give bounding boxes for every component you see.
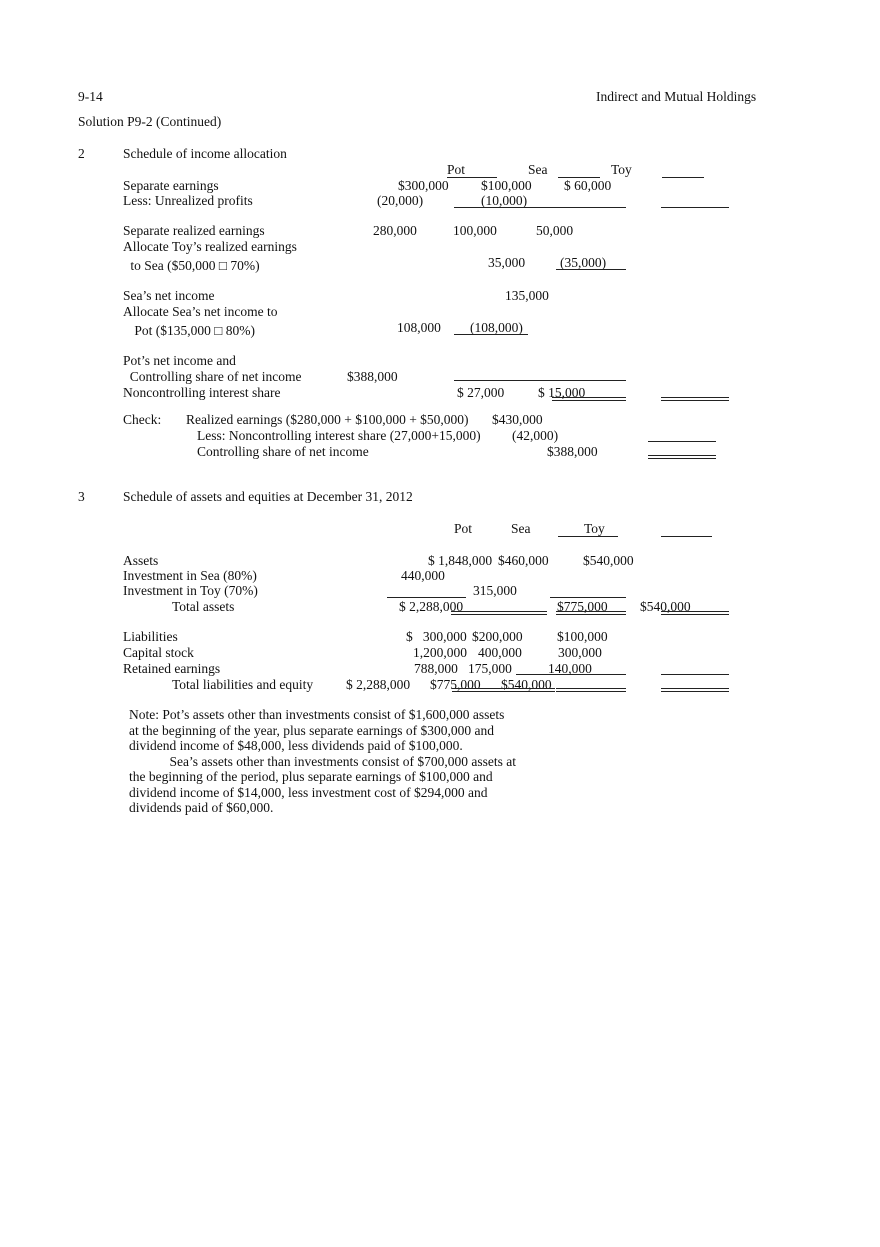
chapter-title: Indirect and Mutual Holdings <box>596 89 757 104</box>
cell-sea: 135,000 <box>505 288 549 303</box>
col-header-sea: Sea <box>511 521 531 536</box>
cell-sea: $ 27,000 <box>457 385 505 400</box>
note <box>129 707 569 816</box>
row-label: Capital stock <box>123 645 194 660</box>
part3-number: 3 <box>78 489 85 504</box>
row-label: Investment in Sea (80%) <box>123 568 257 583</box>
col-header-sea: Sea <box>528 162 548 177</box>
cell-sea: $775,000 <box>557 599 608 614</box>
check-line: Controlling share of net income <box>197 444 369 459</box>
cell-sea: (10,000) <box>481 193 528 208</box>
double-underline <box>556 611 626 615</box>
cell-pot: 280,000 <box>373 223 417 238</box>
cell-sea: 175,000 <box>468 661 512 676</box>
cell-sea: $775,000 <box>430 677 481 692</box>
cell-pot: $ 2,288,000 <box>346 677 411 692</box>
check-line: Less: Noncontrolling interest share (27,000+15,000) <box>197 428 481 443</box>
cell-toy: $540,000 <box>501 677 552 692</box>
underline <box>556 269 626 270</box>
cell-pot: $ 2,288,000 <box>399 599 464 614</box>
part2-title: Schedule of income allocation <box>123 146 287 161</box>
row-label: Assets <box>123 553 159 568</box>
cell-sea: 35,000 <box>488 255 526 270</box>
cell-sea: $460,000 <box>498 553 549 568</box>
check-value: $430,000 <box>492 412 543 427</box>
double-underline <box>661 611 729 615</box>
note-line: dividend income of $14,000, less investment cost of $294,000 and <box>129 784 488 800</box>
cell-toy: 140,000 <box>548 661 592 676</box>
double-underline <box>556 688 626 692</box>
check-label: Check: <box>123 412 162 427</box>
col-header-toy: Toy <box>584 521 605 536</box>
double-underline <box>452 688 555 692</box>
underline <box>661 207 729 208</box>
check-value: (42,000) <box>512 428 559 443</box>
part2-number: 2 <box>78 146 85 161</box>
cell-sea: 315,000 <box>473 583 517 598</box>
double-underline <box>661 688 729 692</box>
cell-toy: (35,000) <box>560 255 607 270</box>
underline <box>648 441 716 442</box>
row-label: Allocate Toy’s realized earnings <box>123 239 297 254</box>
underline <box>516 674 626 675</box>
part3-title: Schedule of assets and equities at December 31, 2012 <box>123 489 413 504</box>
cell-toy: 50,000 <box>536 223 574 238</box>
row-label: Separate realized earnings <box>123 223 265 238</box>
col-header-pot: Pot <box>454 521 473 536</box>
col-header-underline <box>558 536 618 537</box>
cell-pot: 788,000 <box>414 661 458 676</box>
page-number: 9-14 <box>78 89 103 104</box>
underline <box>387 597 466 598</box>
cell-sea: $100,000 <box>481 178 532 193</box>
row-label: Total liabilities and equity <box>172 677 314 692</box>
row-label: Less: Unrealized profits <box>123 193 253 208</box>
col-header-underline <box>662 177 704 178</box>
underline <box>661 674 729 675</box>
row-label: Pot’s net income and <box>123 353 236 368</box>
row-label: Controlling share of net income <box>123 369 302 384</box>
note-line: the beginning of the period, plus separate earnings of $100,000 and <box>129 769 493 784</box>
double-underline <box>648 455 716 459</box>
underline <box>550 597 626 598</box>
cell-pot: $ 300,000 <box>406 629 467 644</box>
cell-sea: $200,000 <box>472 629 523 644</box>
cell-pot: $ 1,848,000 <box>428 553 493 568</box>
solution-title: Solution P9-2 (Continued) <box>78 114 222 129</box>
cell-pot: (20,000) <box>377 193 424 208</box>
row-label: Sea’s net income <box>123 288 215 303</box>
note-line: at the beginning of the year, plus separate earnings of $300,000 and <box>129 722 494 738</box>
row-label: to Sea ($50,000 □ 70%) <box>127 258 260 273</box>
cell-toy: $ 15,000 <box>538 385 586 400</box>
cell-toy: $100,000 <box>557 629 608 644</box>
cell-pot: 440,000 <box>401 568 445 583</box>
double-underline <box>451 611 547 615</box>
check-value: $388,000 <box>547 444 598 459</box>
col-header-pot: Pot <box>447 162 466 177</box>
cell-toy: $540,000 <box>583 553 634 568</box>
cell-pot: $300,000 <box>398 178 449 193</box>
double-underline <box>552 397 626 401</box>
underline <box>454 207 626 208</box>
cell-toy: 300,000 <box>558 645 602 660</box>
row-label: Pot ($135,000 □ 80%) <box>131 323 256 338</box>
cell-toy: $540,000 <box>640 599 691 614</box>
cell-pot: 108,000 <box>397 320 441 335</box>
cell-controlling: $388,000 <box>347 369 398 384</box>
cell-sea: (108,000) <box>470 320 523 335</box>
note-line: dividends paid of $60,000. <box>129 800 274 815</box>
note-line: Sea’s assets other than investments consist of $700,000 assets at <box>129 753 516 769</box>
row-label: Total assets <box>172 599 235 614</box>
cell-sea: 400,000 <box>478 645 522 660</box>
underline <box>454 334 528 335</box>
underline <box>454 380 626 381</box>
note-line: dividend income of $48,000, less dividends paid of $100,000. <box>129 738 463 753</box>
row-label: Allocate Sea’s net income to <box>123 304 278 319</box>
row-label: Investment in Toy (70%) <box>123 583 258 598</box>
cell-sea: 100,000 <box>453 223 497 238</box>
row-label: Noncontrolling interest share <box>123 385 281 400</box>
row-label: Separate earnings <box>123 178 219 193</box>
note-line: Note: Pot’s assets other than investments consist of $1,600,000 assets <box>129 707 505 722</box>
double-underline <box>661 397 729 401</box>
cell-toy: $ 60,000 <box>564 178 612 193</box>
cell-pot: 1,200,000 <box>413 645 467 660</box>
row-label: Retained earnings <box>123 661 221 676</box>
row-label: Liabilities <box>123 629 178 644</box>
col-header-toy: Toy <box>611 162 632 177</box>
check-line: Realized earnings ($280,000 + $100,000 + $50,000) <box>186 412 469 427</box>
col-header-underline <box>661 536 712 537</box>
